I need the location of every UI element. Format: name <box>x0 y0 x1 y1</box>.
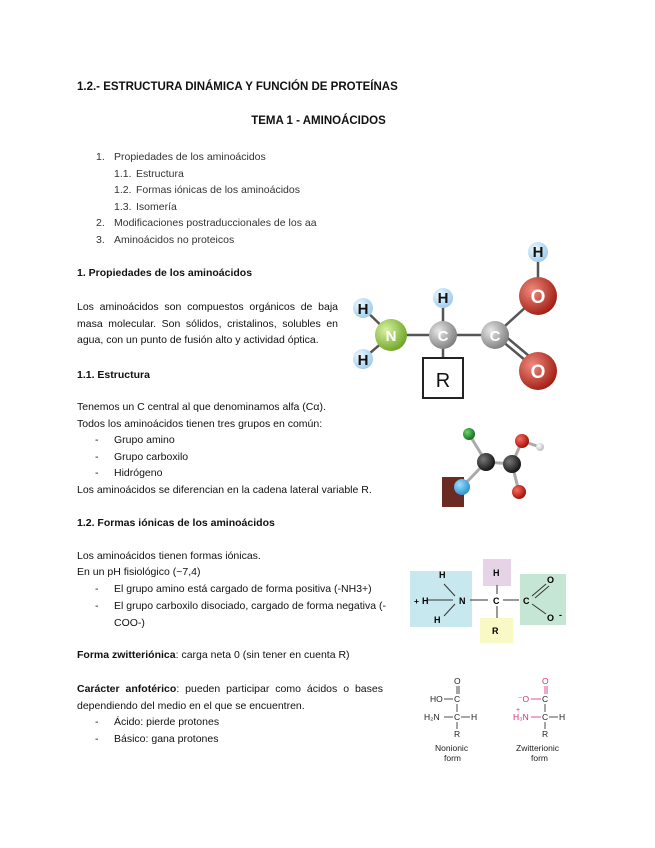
section-heading: 1. Propiedades de los aminoácidos <box>77 267 253 279</box>
atom <box>463 428 475 440</box>
zwitterionic-form-label: Zwitterionic <box>516 743 559 753</box>
toc-item-num: 1.2. <box>114 184 132 196</box>
bullet-dash: - <box>95 600 99 612</box>
bullet-dash: - <box>95 733 99 745</box>
section-heading: 1.2. Formas iónicas de los aminoácidos <box>77 517 275 529</box>
ho-label: HO <box>430 694 443 704</box>
section-heading: 1.1. Estructura <box>77 369 150 381</box>
list-item: Grupo carboxilo <box>114 451 189 463</box>
atom <box>536 443 544 451</box>
o-label: O <box>547 613 555 623</box>
toc-item-num: 1.3. <box>114 201 132 213</box>
list-item: El grupo carboxilo disociado, cargado de forma negativa (-COO-) <box>114 600 386 629</box>
c-label: C <box>437 328 449 345</box>
c-label: C <box>523 596 530 606</box>
nonionic-form-label: Nonionic <box>435 743 469 753</box>
atom <box>512 485 526 499</box>
h-label: H <box>439 570 446 580</box>
paragraph-line: En un pH fisiológico (~7,4) <box>77 566 201 578</box>
c-label: C <box>454 694 461 704</box>
list-item: Grupo amino <box>114 434 175 446</box>
paragraph-line: Los aminoácidos tienen formas iónicas. <box>77 550 261 562</box>
plus-charge: + <box>516 707 521 714</box>
toc-item: Propiedades de los aminoácidos <box>114 151 266 163</box>
r-label: R <box>454 729 461 739</box>
toc-item-num: 2. <box>96 217 105 229</box>
o-label: O <box>542 676 549 686</box>
toc-item: Isomería <box>136 201 177 213</box>
o-minus-label: ⁻O <box>518 694 530 704</box>
toc-item: Modificaciones postraduccionales de los aa <box>114 217 317 229</box>
zwitterionic-definition: Forma zwitteriónica: carga neta 0 (sin tener en cuenta R) <box>77 649 350 661</box>
zwitterionic-form-label: form <box>531 753 548 763</box>
r-label: R <box>542 729 549 739</box>
ball-and-stick-3d-model <box>440 422 560 512</box>
list-item: Básico: gana protones <box>114 733 219 745</box>
h-label: H <box>437 290 449 307</box>
paragraph-line: Los aminoácidos se diferencian en la cadena lateral variable R. <box>77 484 372 496</box>
r-label: R <box>435 370 451 392</box>
amphoteric-definition: Carácter anfotérico: pueden participar como ácidos o bases dependiendo del medio en el que se encuentren. <box>77 683 383 712</box>
atom <box>515 434 529 448</box>
n-label: N <box>385 328 397 345</box>
c-label: C <box>489 328 501 345</box>
plus-charge: + <box>414 596 419 606</box>
o-label: O <box>530 362 546 383</box>
topic-title: TEMA 1 - AMINOÁCIDOS <box>251 115 386 127</box>
nonionic-vs-zwitterionic-diagram <box>418 674 578 764</box>
list-item: Ácido: pierde protones <box>114 716 220 728</box>
list-item: Hidrógeno <box>114 467 163 479</box>
h-label: H <box>357 301 369 318</box>
ionic-form-diagram <box>408 558 568 644</box>
c-label: C <box>542 712 549 722</box>
bullet-dash: - <box>95 467 99 479</box>
h-label: H <box>559 712 566 722</box>
minus-charge: - <box>559 610 562 620</box>
o-label: O <box>547 575 555 585</box>
h2n-label: H₂N <box>424 712 440 722</box>
h-label: H <box>493 568 500 578</box>
r-label: R <box>492 626 499 636</box>
section-paragraph: Los aminoácidos son compuestos orgánicos de baja masa molecular. Son sólidos, cristalinos, solubles en agua, con un punto de fusión alto y actividad óptica. <box>77 301 338 346</box>
list-item: El grupo amino está cargado de forma positiva (-NH3+) <box>114 583 372 595</box>
bullet-dash: - <box>95 451 99 463</box>
document-header: 1.2.- ESTRUCTURA DINÁMICA Y FUNCIÓN DE PROTEÍNAS <box>77 81 398 93</box>
h-label: H <box>422 596 429 606</box>
bullet-dash: - <box>95 716 99 728</box>
atom <box>454 479 470 495</box>
toc-item-num: 1.1. <box>114 168 132 180</box>
atom <box>477 453 495 471</box>
toc-item: Estructura <box>136 168 184 180</box>
toc-item-num: 3. <box>96 234 105 246</box>
bonds <box>363 255 541 371</box>
n-label: N <box>459 596 466 606</box>
bullet-dash: - <box>95 434 99 446</box>
h-label: H <box>471 712 478 722</box>
toc-item: Aminoácidos no proteicos <box>114 234 235 246</box>
toc-item: Formas iónicas de los aminoácidos <box>136 184 300 196</box>
c-label: C <box>493 596 500 606</box>
amino-acid-structure-diagram <box>345 238 565 400</box>
paragraph-line: Tenemos un C central al que denominamos alfa (Cα). <box>77 401 326 413</box>
o-label: O <box>454 676 461 686</box>
h-label: H <box>532 244 544 261</box>
o-label: O <box>530 287 546 308</box>
nonionic-form-label: form <box>444 753 461 763</box>
toc-item-num: 1. <box>96 151 105 163</box>
atom <box>503 455 521 473</box>
h-label: H <box>357 352 369 369</box>
h-label: H <box>434 615 441 625</box>
h3n-label: H₃N <box>513 712 529 722</box>
c-label: C <box>542 694 549 704</box>
bullet-dash: - <box>95 583 99 595</box>
c-label: C <box>454 712 461 722</box>
paragraph-line: Todos los aminoácidos tienen tres grupos en común: <box>77 418 323 430</box>
